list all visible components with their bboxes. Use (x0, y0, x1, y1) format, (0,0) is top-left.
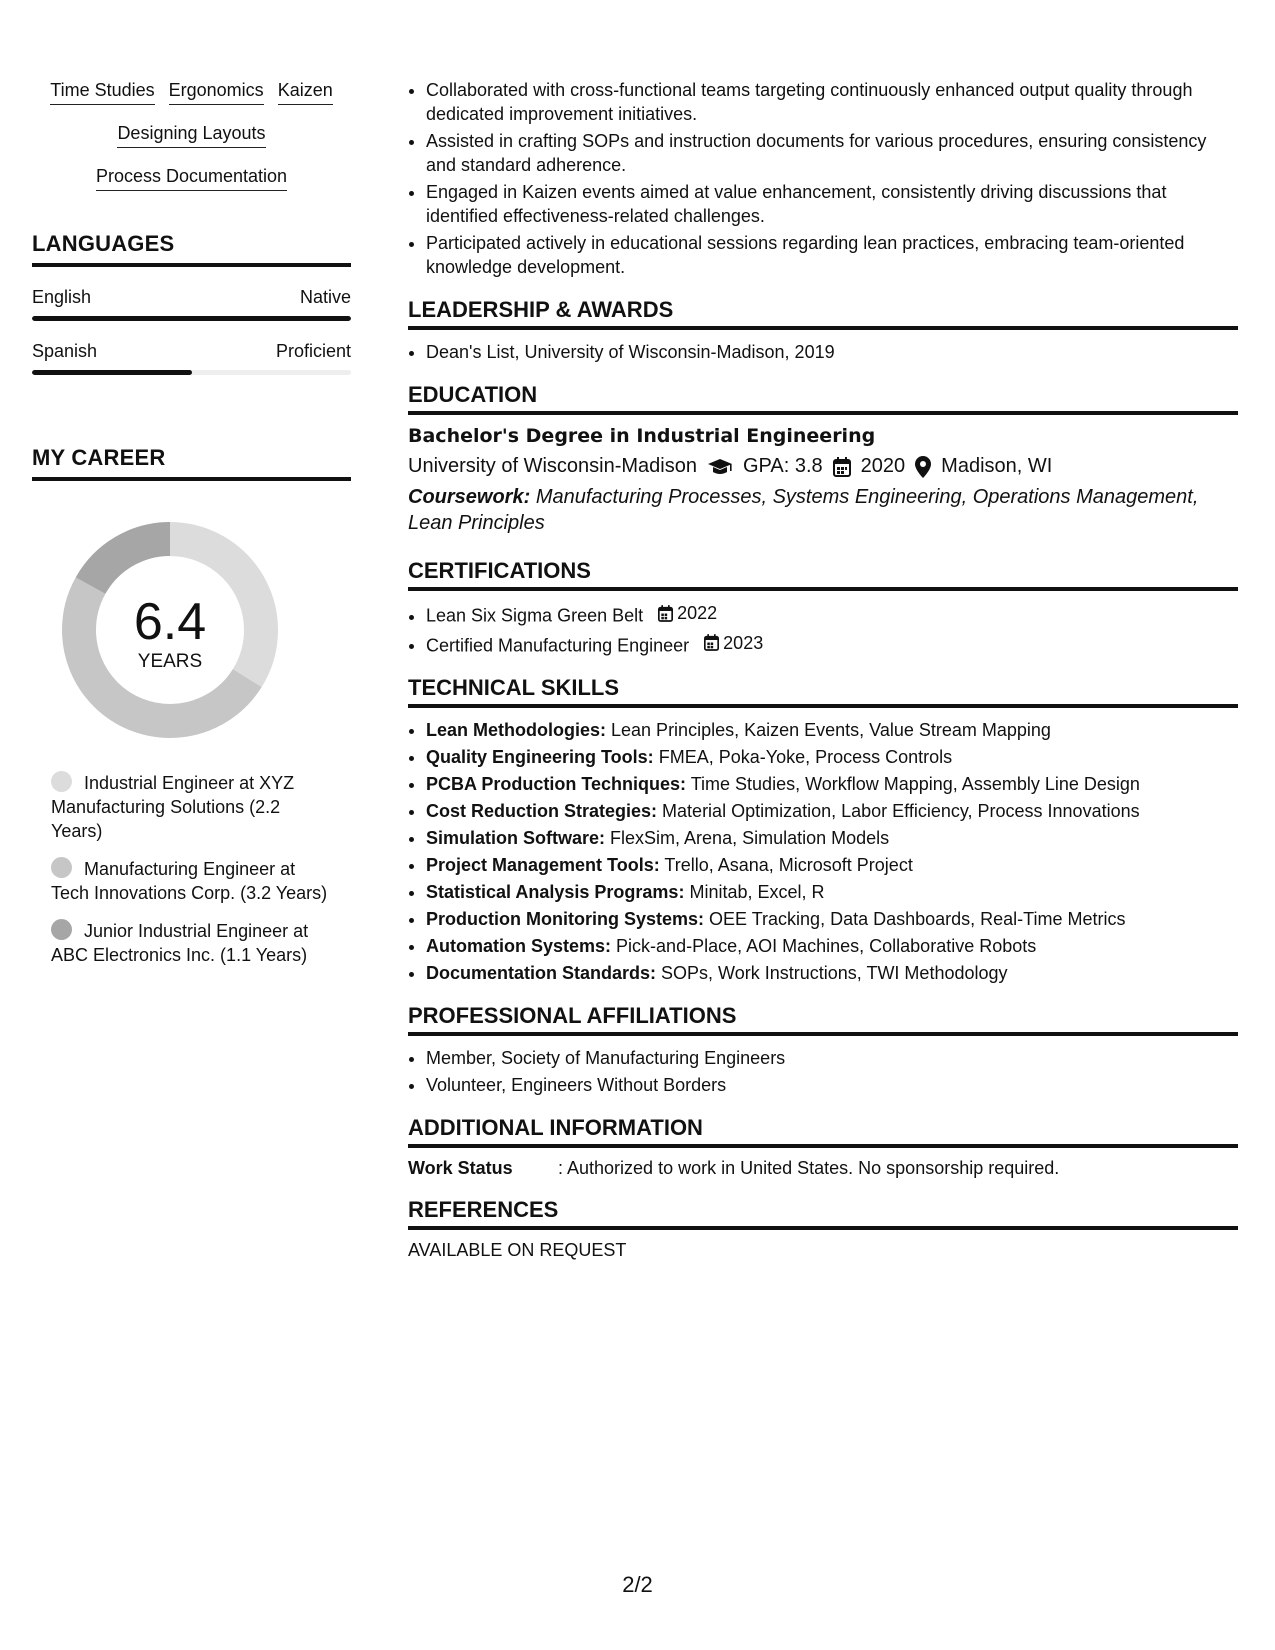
work-status-row (408, 1158, 1238, 1179)
leadership-list (408, 340, 1238, 364)
page-number: 2/2 (622, 1572, 653, 1597)
legend-dot-icon (51, 919, 72, 940)
certifications-heading: CERTIFICATIONS (408, 558, 1238, 591)
work-status-label: Work Status (408, 1158, 513, 1178)
calendar-icon (704, 634, 719, 651)
language-item (32, 287, 351, 321)
skill-tag: Ergonomics (169, 78, 264, 105)
skill-category: Project Management Tools: (426, 855, 660, 875)
legend-dot-icon (51, 771, 72, 792)
location-pin-icon (915, 456, 931, 478)
skill-values: Material Optimization, Labor Efficiency, Process Innovations (662, 801, 1140, 821)
education-details (408, 455, 1238, 478)
tag-row (32, 121, 351, 148)
certifications-list (408, 601, 1238, 657)
career-legend-label: Industrial Engineer at XYZ Manufacturing Solutions (2.2 Years) (51, 773, 295, 841)
list-item (426, 631, 1238, 658)
list-item (426, 826, 1238, 850)
skill-values: FlexSim, Arena, Simulation Models (610, 828, 890, 848)
career-donut-chart (10, 521, 329, 739)
career-total-unit: YEARS (137, 651, 202, 672)
list-item: • Collaborated with cross-functional teams targeting continuously enhanced output quality through dedicated improvement initiatives. (426, 78, 1238, 126)
career-legend (32, 771, 351, 967)
language-level-bar (32, 316, 351, 321)
coursework-list: Manufacturing Processes, Systems Engineering, Operations Management, Lean Principles (408, 486, 1199, 534)
tag-row (32, 78, 351, 105)
coursework (408, 484, 1238, 536)
gpa: GPA: 3.8 (742, 455, 823, 477)
calendar-icon (658, 605, 673, 622)
skill-values: Time Studies, Workflow Mapping, Assembly Line Design (690, 774, 1140, 794)
certification-name: Lean Six Sigma Green Belt (426, 605, 644, 626)
skill-tag: Designing Layouts (117, 121, 265, 148)
career-legend-label: Junior Industrial Engineer at ABC Electronics Inc. (1.1 Years) (51, 921, 309, 965)
skill-category: Documentation Standards: (426, 963, 657, 983)
affiliations-list (408, 1046, 1238, 1097)
language-level: Native (299, 287, 351, 307)
list-item (426, 853, 1238, 877)
experience-bullets (408, 78, 1238, 279)
list-item (426, 718, 1238, 742)
skill-category: Quality Engineering Tools: (426, 747, 654, 767)
list-item: • Member, Society of Manufacturing Engineers (426, 1046, 1238, 1070)
list-item: • Participated actively in educational sessions regarding lean practices, embracing team-oriented knowledge development. (426, 231, 1238, 279)
skill-category: Lean Methodologies: (426, 720, 606, 740)
language-name: Spanish (32, 341, 98, 361)
skill-tag: Process Documentation (96, 164, 287, 191)
coursework-label: Coursework: (408, 486, 531, 508)
graduation-cap-icon (707, 458, 733, 476)
graduation-year: 2020 (860, 455, 906, 477)
career-total-value: 6.4 (133, 593, 206, 651)
list-item (426, 601, 1238, 628)
references-heading: REFERENCES (408, 1197, 1238, 1230)
list-item (426, 961, 1238, 985)
language-item (32, 341, 351, 375)
skill-category: Automation Systems: (426, 936, 612, 956)
certification-name: Certified Manufacturing Engineer (426, 635, 690, 655)
skill-values: OEE Tracking, Data Dashboards, Real-Time Metrics (709, 909, 1126, 929)
school-name: University of Wisconsin-Madison (408, 455, 697, 477)
career-legend-item (51, 919, 331, 967)
school-location: Madison, WI (941, 455, 1053, 477)
career-legend-item (51, 771, 331, 843)
affiliations-heading: PROFESSIONAL AFFILIATIONS (408, 1003, 1238, 1036)
work-status-value: : Authorized to work in United States. No sponsorship required. (558, 1158, 1060, 1178)
legend-dot-icon (51, 857, 72, 878)
left-column (32, 78, 351, 981)
skill-category: Simulation Software: (426, 828, 606, 848)
education-heading: EDUCATION (408, 382, 1238, 415)
skill-category: Statistical Analysis Programs: (426, 882, 685, 902)
skill-values: FMEA, Poka-Yoke, Process Controls (658, 747, 953, 767)
list-item (426, 745, 1238, 769)
list-item (426, 772, 1238, 796)
career-heading: MY CAREER (32, 445, 351, 481)
calendar-icon (833, 457, 851, 477)
language-level-bar (32, 370, 351, 375)
skill-tag: Kaizen (278, 78, 333, 105)
additional-info-heading: ADDITIONAL INFORMATION (408, 1115, 1238, 1148)
list-item: • Dean's List, University of Wisconsin-Madison, 2019 (426, 340, 1238, 364)
right-column (408, 78, 1238, 1261)
skill-category: PCBA Production Techniques: (426, 774, 687, 794)
career-legend-item (51, 857, 331, 905)
skill-values: SOPs, Work Instructions, TWI Methodology (661, 963, 1008, 983)
skill-values: Minitab, Excel, R (689, 882, 825, 902)
certification-year: 2022 (677, 603, 718, 623)
technical-skills-heading: TECHNICAL SKILLS (408, 675, 1238, 708)
career-legend-label: Manufacturing Engineer at Tech Innovations Corp. (3.2 Years) (51, 859, 328, 903)
list-item: • Engaged in Kaizen events aimed at value enhancement, consistently driving discussions that identified effectiveness-related challenges. (426, 180, 1238, 228)
skill-category: Cost Reduction Strategies: (426, 801, 658, 821)
leadership-heading: LEADERSHIP & AWARDS (408, 297, 1238, 330)
language-name: English (32, 287, 92, 307)
tag-row (32, 164, 351, 191)
languages-heading: LANGUAGES (32, 231, 351, 267)
skill-tags (32, 78, 351, 191)
list-item (426, 799, 1238, 823)
list-item: • Volunteer, Engineers Without Borders (426, 1073, 1238, 1097)
skill-values: Pick-and-Place, AOI Machines, Collaborative Robots (616, 936, 1037, 956)
list-item (426, 934, 1238, 958)
technical-skills-list (408, 718, 1238, 985)
list-item: • Assisted in crafting SOPs and instruction documents for various procedures, ensuring consistency and standard adherence. (426, 129, 1238, 177)
certification-year: 2023 (723, 632, 764, 653)
skill-values: Trello, Asana, Microsoft Project (664, 855, 913, 875)
language-level: Proficient (275, 341, 351, 361)
list-item (426, 907, 1238, 931)
skill-tag: Time Studies (50, 78, 154, 105)
degree-title: Bachelor's Degree in Industrial Engineering (408, 425, 876, 447)
skill-values: Lean Principles, Kaizen Events, Value Stream Mapping (611, 720, 1051, 740)
list-item (426, 880, 1238, 904)
references-text: AVAILABLE ON REQUEST (408, 1240, 627, 1260)
skill-category: Production Monitoring Systems: (426, 909, 705, 929)
